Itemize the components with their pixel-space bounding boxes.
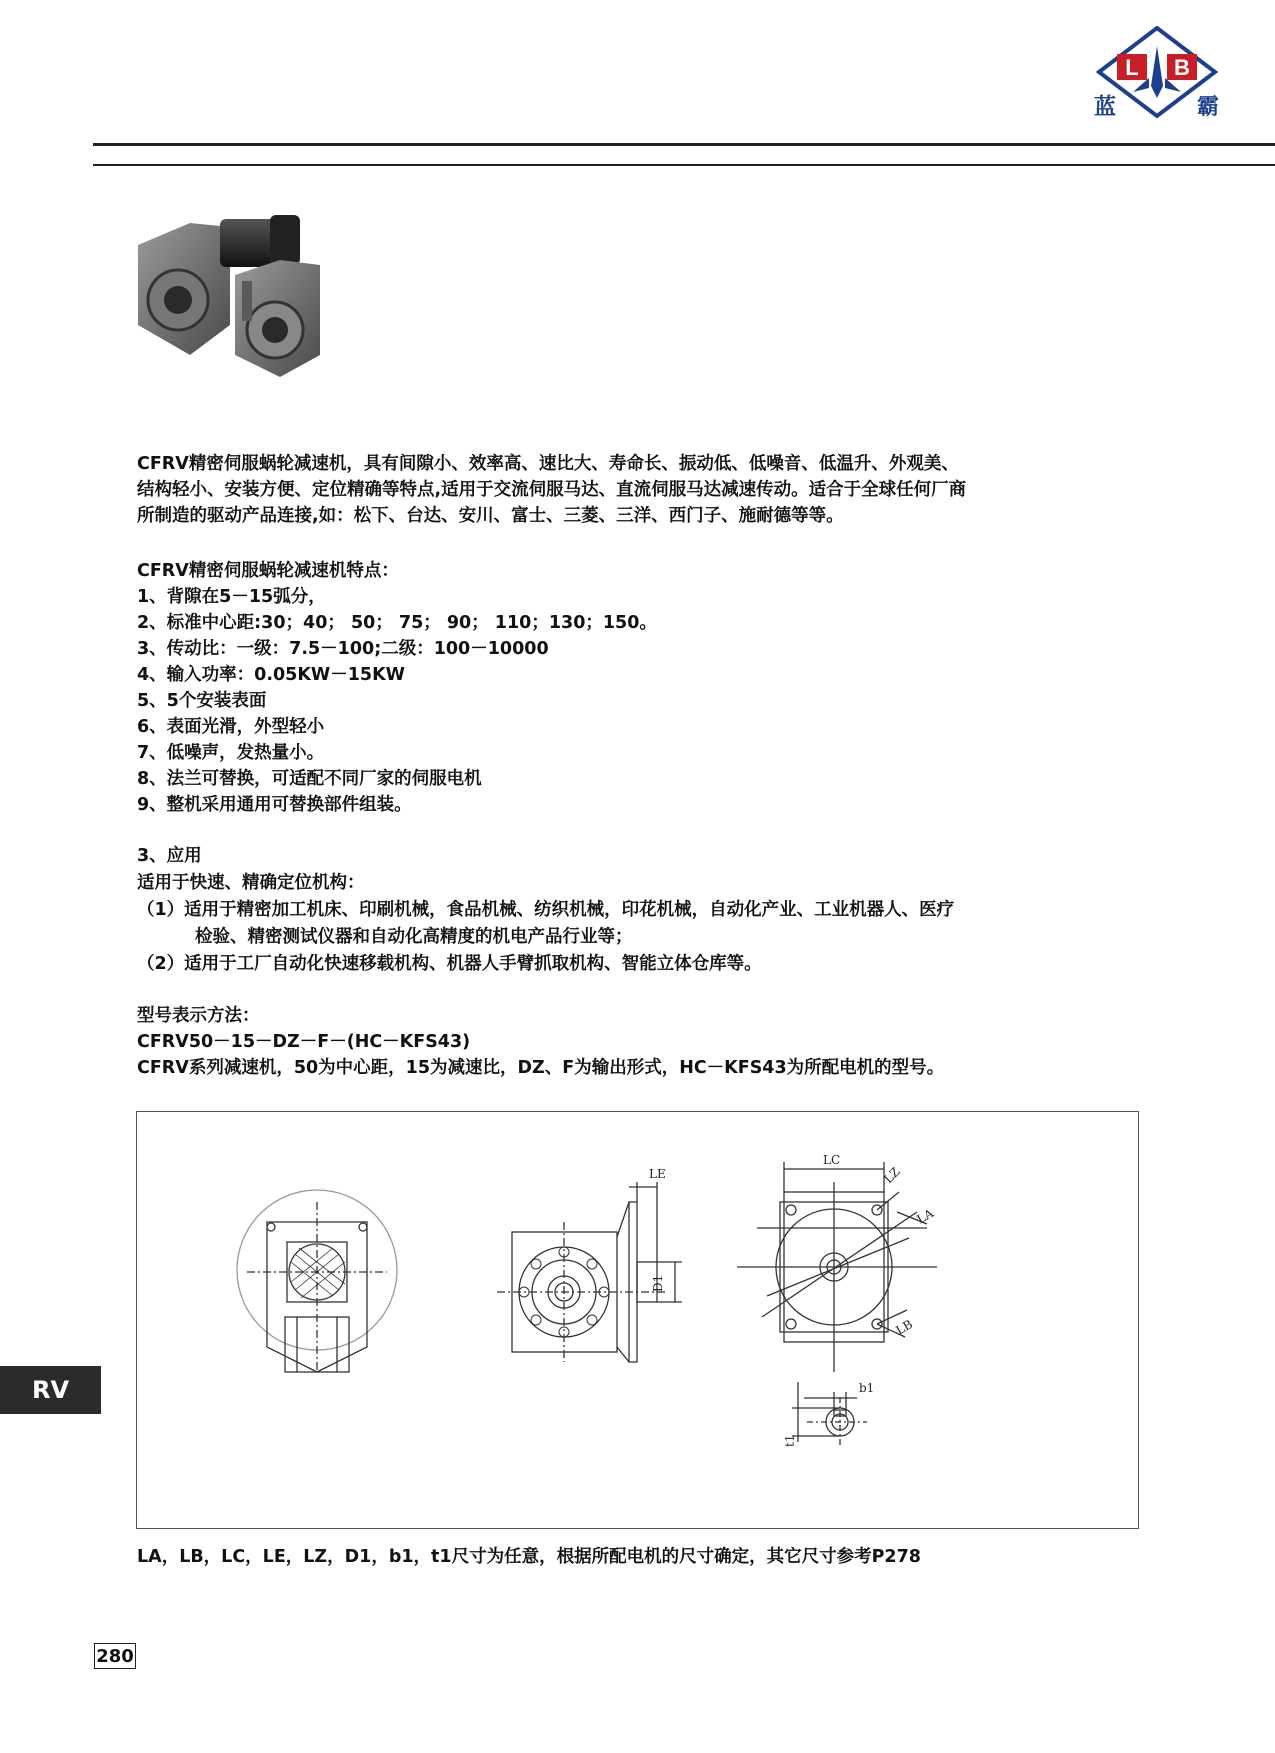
logo-char-right: 霸: [1196, 95, 1220, 120]
application-item-2: （2）适用于工厂自动化快速移载机构、机器人手臂抓取机构、智能立体仓库等。: [137, 954, 762, 974]
application-subtitle: 适用于快速、精确定位机构：: [137, 873, 365, 893]
model-explanation: CFRV系列减速机，50为中心距，15为减速比，DZ、F为输出形式，HC－KFS43为所配电机的型号。: [137, 1058, 945, 1078]
dim-label-lz: LZ: [881, 1164, 903, 1187]
feature-item: 9、整机采用通用可替换部件组装。: [137, 795, 412, 815]
intro-line: 结构轻小、安装方便、定位精确等特点,适用于交流伺服马达、直流伺服马达减速传动。适合于全球任何厂商: [137, 480, 967, 500]
feature-item: 1、背隙在5－15弧分，: [137, 587, 326, 607]
section-tab: RV: [0, 1366, 101, 1414]
feature-item: 2、标准中心距:30；40； 50； 75； 90； 110；130；150。: [137, 613, 657, 633]
shaft-detail: [792, 1382, 867, 1447]
side-view: [497, 1182, 682, 1362]
model-example: CFRV50－15－DZ－F－(HC－KFS43): [137, 1032, 471, 1052]
application-item-1: （1）适用于精密加工机床、印刷机械，食品机械、纺织机械，印花机械，自动化产业、工业机器人、医疗: [137, 900, 955, 920]
front-view: [237, 1190, 397, 1372]
application-section: [137, 843, 954, 978]
dim-label-la: LA: [914, 1206, 936, 1227]
flange-view: [737, 1162, 937, 1372]
intro-line: 所制造的驱动产品连接,如：松下、台达、安川、富士、三菱、三洋、西门子、施耐德等等。: [137, 506, 844, 526]
logo-char-left: 蓝: [1094, 95, 1118, 120]
dimension-drawing: [136, 1111, 1139, 1529]
dim-label-lc: LC: [823, 1153, 841, 1167]
feature-item: 7、低噪声，发热量小。: [137, 743, 325, 763]
dimension-note: LA，LB，LC，LE，LZ，D1，b1，t1尺寸为任意，根据所配电机的尺寸确定，其它尺寸参考P278: [137, 1547, 921, 1567]
intro-line: CFRV精密伺服蜗轮减速机，具有间隙小、效率高、速比大、寿命长、振动低、低噪音、低温升、外观美、: [137, 454, 959, 474]
feature-item: 4、输入功率：0.05KW－15KW: [137, 665, 405, 685]
features-section: [137, 558, 657, 818]
model-section: [137, 1003, 944, 1081]
dim-label-b1: b1: [859, 1381, 875, 1395]
model-title: 型号表示方法：: [137, 1006, 260, 1026]
dim-label-d1: D1: [651, 1274, 665, 1292]
application-item-1-cont: 检验、精密测试仪器和自动化高精度的机电产品行业等；: [195, 927, 633, 947]
svg-text:L: L: [1125, 55, 1139, 80]
feature-item: 5、5个安装表面: [137, 691, 267, 711]
feature-item: 3、传动比：一级：7.5－100;二级：100－10000: [137, 639, 549, 659]
header-rule-top: [93, 143, 1275, 146]
logo-chinese-name: [1094, 90, 1220, 121]
application-title: 3、应用: [137, 846, 202, 866]
features-title: CFRV精密伺服蜗轮减速机特点：: [137, 561, 399, 581]
svg-text:B: B: [1174, 55, 1190, 80]
dim-label-lb: LB: [893, 1317, 916, 1338]
intro-paragraph: [137, 451, 966, 529]
dim-label-le: LE: [649, 1167, 666, 1181]
product-photo: [130, 205, 370, 380]
header-rule-bottom: [93, 164, 1275, 166]
dim-label-t1: t1: [783, 1434, 797, 1447]
feature-item: 8、法兰可替换，可适配不同厂家的伺服电机: [137, 769, 482, 789]
feature-item: 6、表面光滑，外型轻小: [137, 717, 325, 737]
page-number: 280: [94, 1643, 136, 1669]
